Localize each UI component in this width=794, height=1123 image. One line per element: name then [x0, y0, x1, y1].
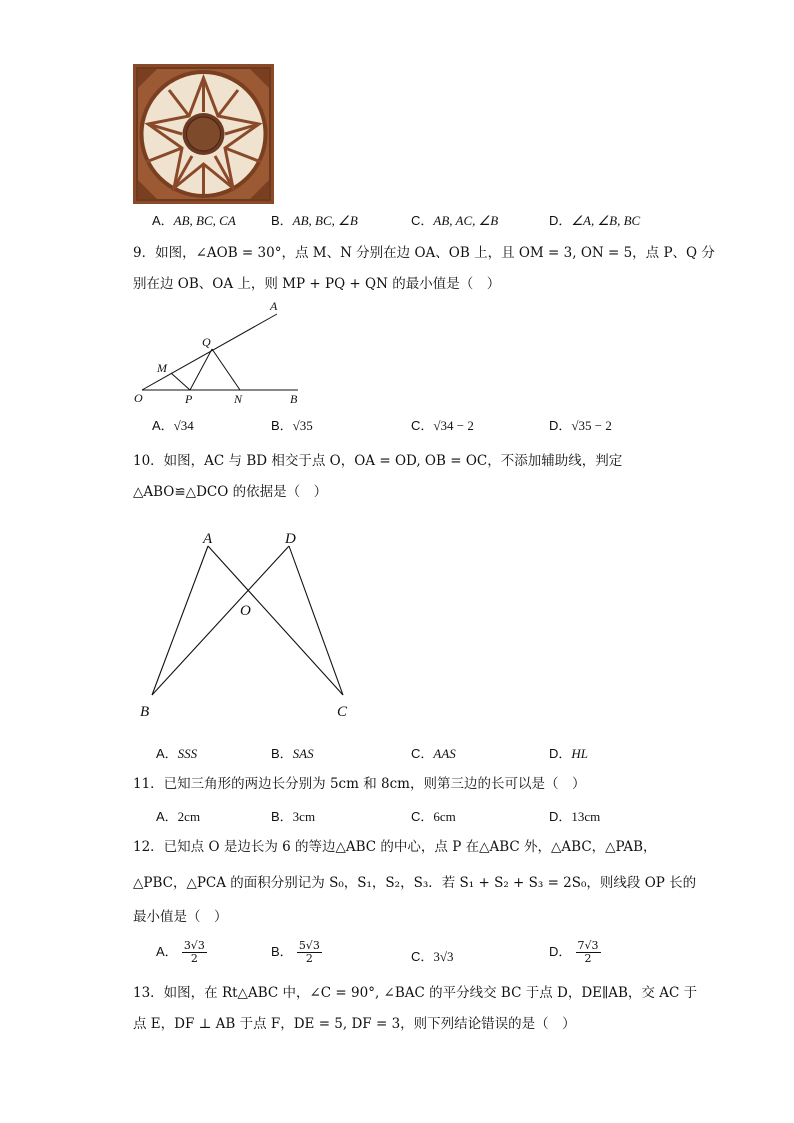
q11-option-d: D．13cm [549, 809, 601, 824]
q9-label-b: B [290, 392, 298, 406]
q10-option-b: B．SAS [271, 746, 314, 761]
q9-option-a: A．√34 [152, 418, 194, 433]
q9-option-c: C．√34 − 2 [411, 418, 474, 433]
q10-label-b: B [140, 704, 150, 720]
q9-stem-line1: 9．如图，∠AOB = 30°，点 M、N 分别在边 OA、OB 上，且 OM = 3, ON = 5，点 P、Q 分 [133, 245, 715, 261]
q9-option-d: D．√35 − 2 [549, 418, 612, 433]
q13-stem-line2: 点 E，DF ⊥ AB 于点 F，DE = 5, DF = 3，则下列结论错误的是（ ） [133, 1016, 576, 1032]
q10-figure [130, 525, 360, 725]
q9-label-n: N [234, 392, 243, 406]
q12-stem-line1: 12．已知点 O 是边长为 6 的等边△ABC 的中心，点 P 在△ABC 外，△ABC，△PAB， [133, 839, 657, 855]
q10-label-d: D [285, 531, 296, 547]
q11-stem-line1: 11．已知三角形的两边长分别为 5cm 和 8cm，则第三边的长可以是（ ） [133, 776, 586, 792]
q9-label-o: O [134, 391, 143, 405]
q9-label-a: A [270, 299, 278, 313]
q8-option-d: D．∠A, ∠B, BC [549, 213, 641, 228]
q10-stem-line2: △ABO≌△DCO 的依据是（ ） [133, 484, 328, 500]
q12-option-d: D． $\frac{7√3}{2}$ [549, 939, 599, 965]
q10-label-a: A [203, 531, 213, 547]
q10-label-o: O [240, 603, 251, 619]
q10-label-c: C [337, 704, 348, 720]
q8-option-c: C．AB, AC, ∠B [411, 213, 499, 228]
carved-window-image [133, 64, 274, 204]
q12-stem-line3: 最小值是（ ） [133, 909, 228, 925]
q10-option-a: A．SSS [156, 746, 198, 761]
q10-option-c: C．AAS [411, 746, 456, 761]
q12-option-a: A． $\frac{3√3}{2}$ [156, 939, 205, 965]
q9-figure [130, 298, 310, 408]
q10-option-d: D．HL [549, 746, 589, 761]
q8-option-b: B．AB, BC, ∠B [271, 213, 358, 228]
q12-stem-line2: △PBC，△PCA 的面积分别记为 S₀，S₁，S₂，S₃．若 S₁ + S₂ + S₃ = 2S₀，则线段 OP 长的 [133, 875, 697, 891]
q11-option-c: C．6cm [411, 809, 456, 824]
q12-option-b: B． $\frac{5√3}{2}$ [271, 939, 320, 965]
q9-label-p: P [185, 392, 193, 406]
q11-option-b: B．3cm [271, 809, 316, 824]
q8-option-a: A．AB, BC, CA [152, 213, 236, 228]
q11-option-a: A．2cm [156, 809, 201, 824]
q9-stem-line2: 别在边 OB、OA 上，则 MP + PQ + QN 的最小值是（ ） [133, 276, 501, 292]
q10-stem-line1: 10．如图，AC 与 BD 相交于点 O，OA = OD, OB = OC，不添加辅助线，判定 [133, 453, 623, 469]
q13-stem-line1: 13．如图，在 Rt△ABC 中，∠C = 90°, ∠BAC 的平分线交 BC 于点 D，DE∥AB，交 AC 于 [133, 985, 698, 1001]
q9-option-b: B．√35 [271, 418, 313, 433]
q12-option-c: C．3√3 [411, 949, 454, 964]
q9-label-m: M [157, 361, 167, 375]
q9-label-q: Q [202, 335, 211, 349]
